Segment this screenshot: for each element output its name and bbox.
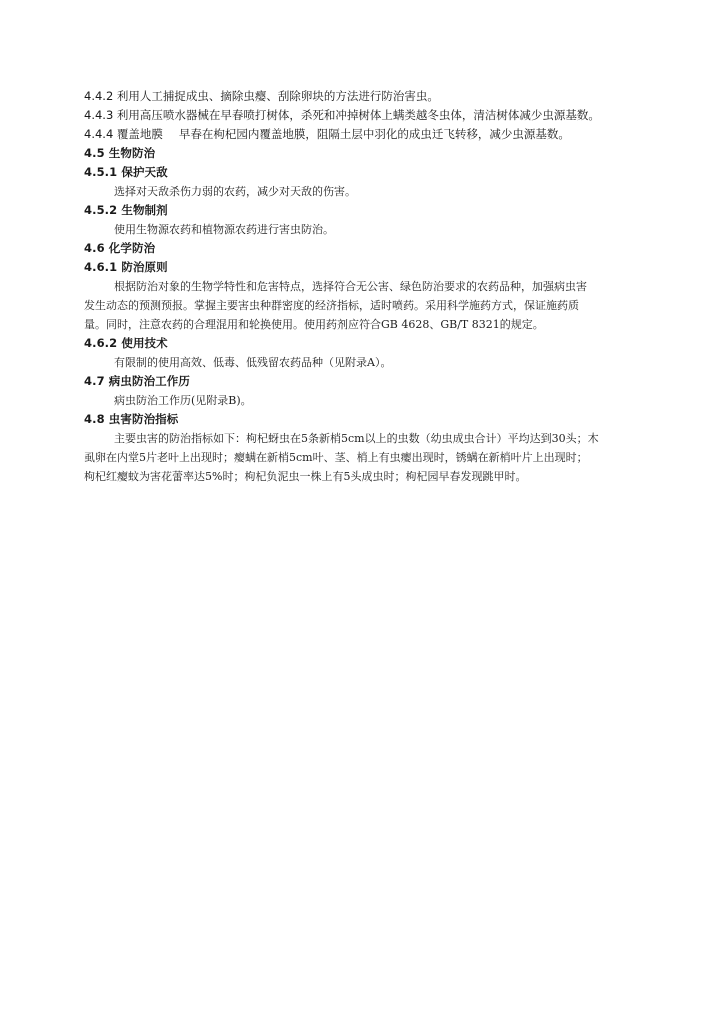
paragraph-4-8-line-3: 枸杞红瘿蚊为害花蕾率达5%时；枸杞负泥虫一株上有5头成虫时；枸杞园早春发现跳甲时。	[84, 470, 527, 483]
paragraph-4-6-2: 有限制的使用高效、低毒、低残留农药品种（见附录A）。	[114, 356, 392, 369]
heading-4-6-2: 4.6.2 使用技术	[84, 336, 168, 350]
clause-4-4-4	[84, 125, 662, 144]
clause-4-4-3: 4.4.3 利用高压喷水器械在早春喷打树体，杀死和冲掉树体上螨类越冬虫体，清洁树体减少虫源基数。	[84, 108, 600, 122]
paragraph-4-8-line-1: 主要虫害的防治指标如下：枸杞蚜虫在5条新梢5cm以上的虫数（幼虫成虫合计）平均达到30头；木	[114, 432, 599, 445]
clause-4-4-4-text: 早春在枸杞园内覆盖地膜，阻隔土层中羽化的成虫迁飞转移，减少虫源基数。	[178, 127, 570, 141]
paragraph-4-6-1-line-3: 量。同时，注意农药的合理混用和轮换使用。使用药剂应符合GB 4628、GB/T 8321的规定。	[84, 318, 544, 331]
paragraph-4-8-line-2: 虱卵在内堂5片老叶上出现时；瘿螨在新梢5cm叶、茎、梢上有虫瘿出现时，锈螨在新梢叶片上出现时；	[84, 451, 588, 464]
heading-4-6: 4.6 化学防治	[84, 241, 156, 255]
heading-4-8: 4.8 虫害防治指标	[84, 412, 179, 426]
heading-4-5-2: 4.5.2 生物制剂	[84, 203, 168, 217]
document-body	[84, 87, 662, 486]
paragraph-4-5-2: 使用生物源农药和植物源农药进行害虫防治。	[114, 223, 334, 236]
paragraph-4-6-1-line-2: 发生动态的预测预报。掌握主要害虫种群密度的经济指标，适时喷药。采用科学施药方式，保证施药质	[84, 299, 579, 312]
paragraph-4-5-1: 选择对天敌杀伤力弱的农药，减少对天敌的伤害。	[114, 185, 356, 198]
heading-4-7: 4.7 病虫防治工作历	[84, 374, 190, 388]
heading-4-5-1: 4.5.1 保护天敌	[84, 165, 168, 179]
paragraph-4-6-1-line-1: 根据防治对象的生物学特性和危害特点，选择符合无公害、绿色防治要求的农药品种，加强病虫害	[114, 280, 587, 293]
heading-4-6-1: 4.6.1 防治原则	[84, 260, 168, 274]
clause-4-4-4-heading: 4.4.4 覆盖地膜	[84, 127, 163, 141]
heading-4-5: 4.5 生物防治	[84, 146, 156, 160]
paragraph-4-7: 病虫防治工作历(见附录B)。	[114, 394, 252, 407]
clause-4-4-2: 4.4.2 利用人工捕捉成虫、摘除虫瘿、刮除卵块的方法进行防治害虫。	[84, 89, 439, 103]
